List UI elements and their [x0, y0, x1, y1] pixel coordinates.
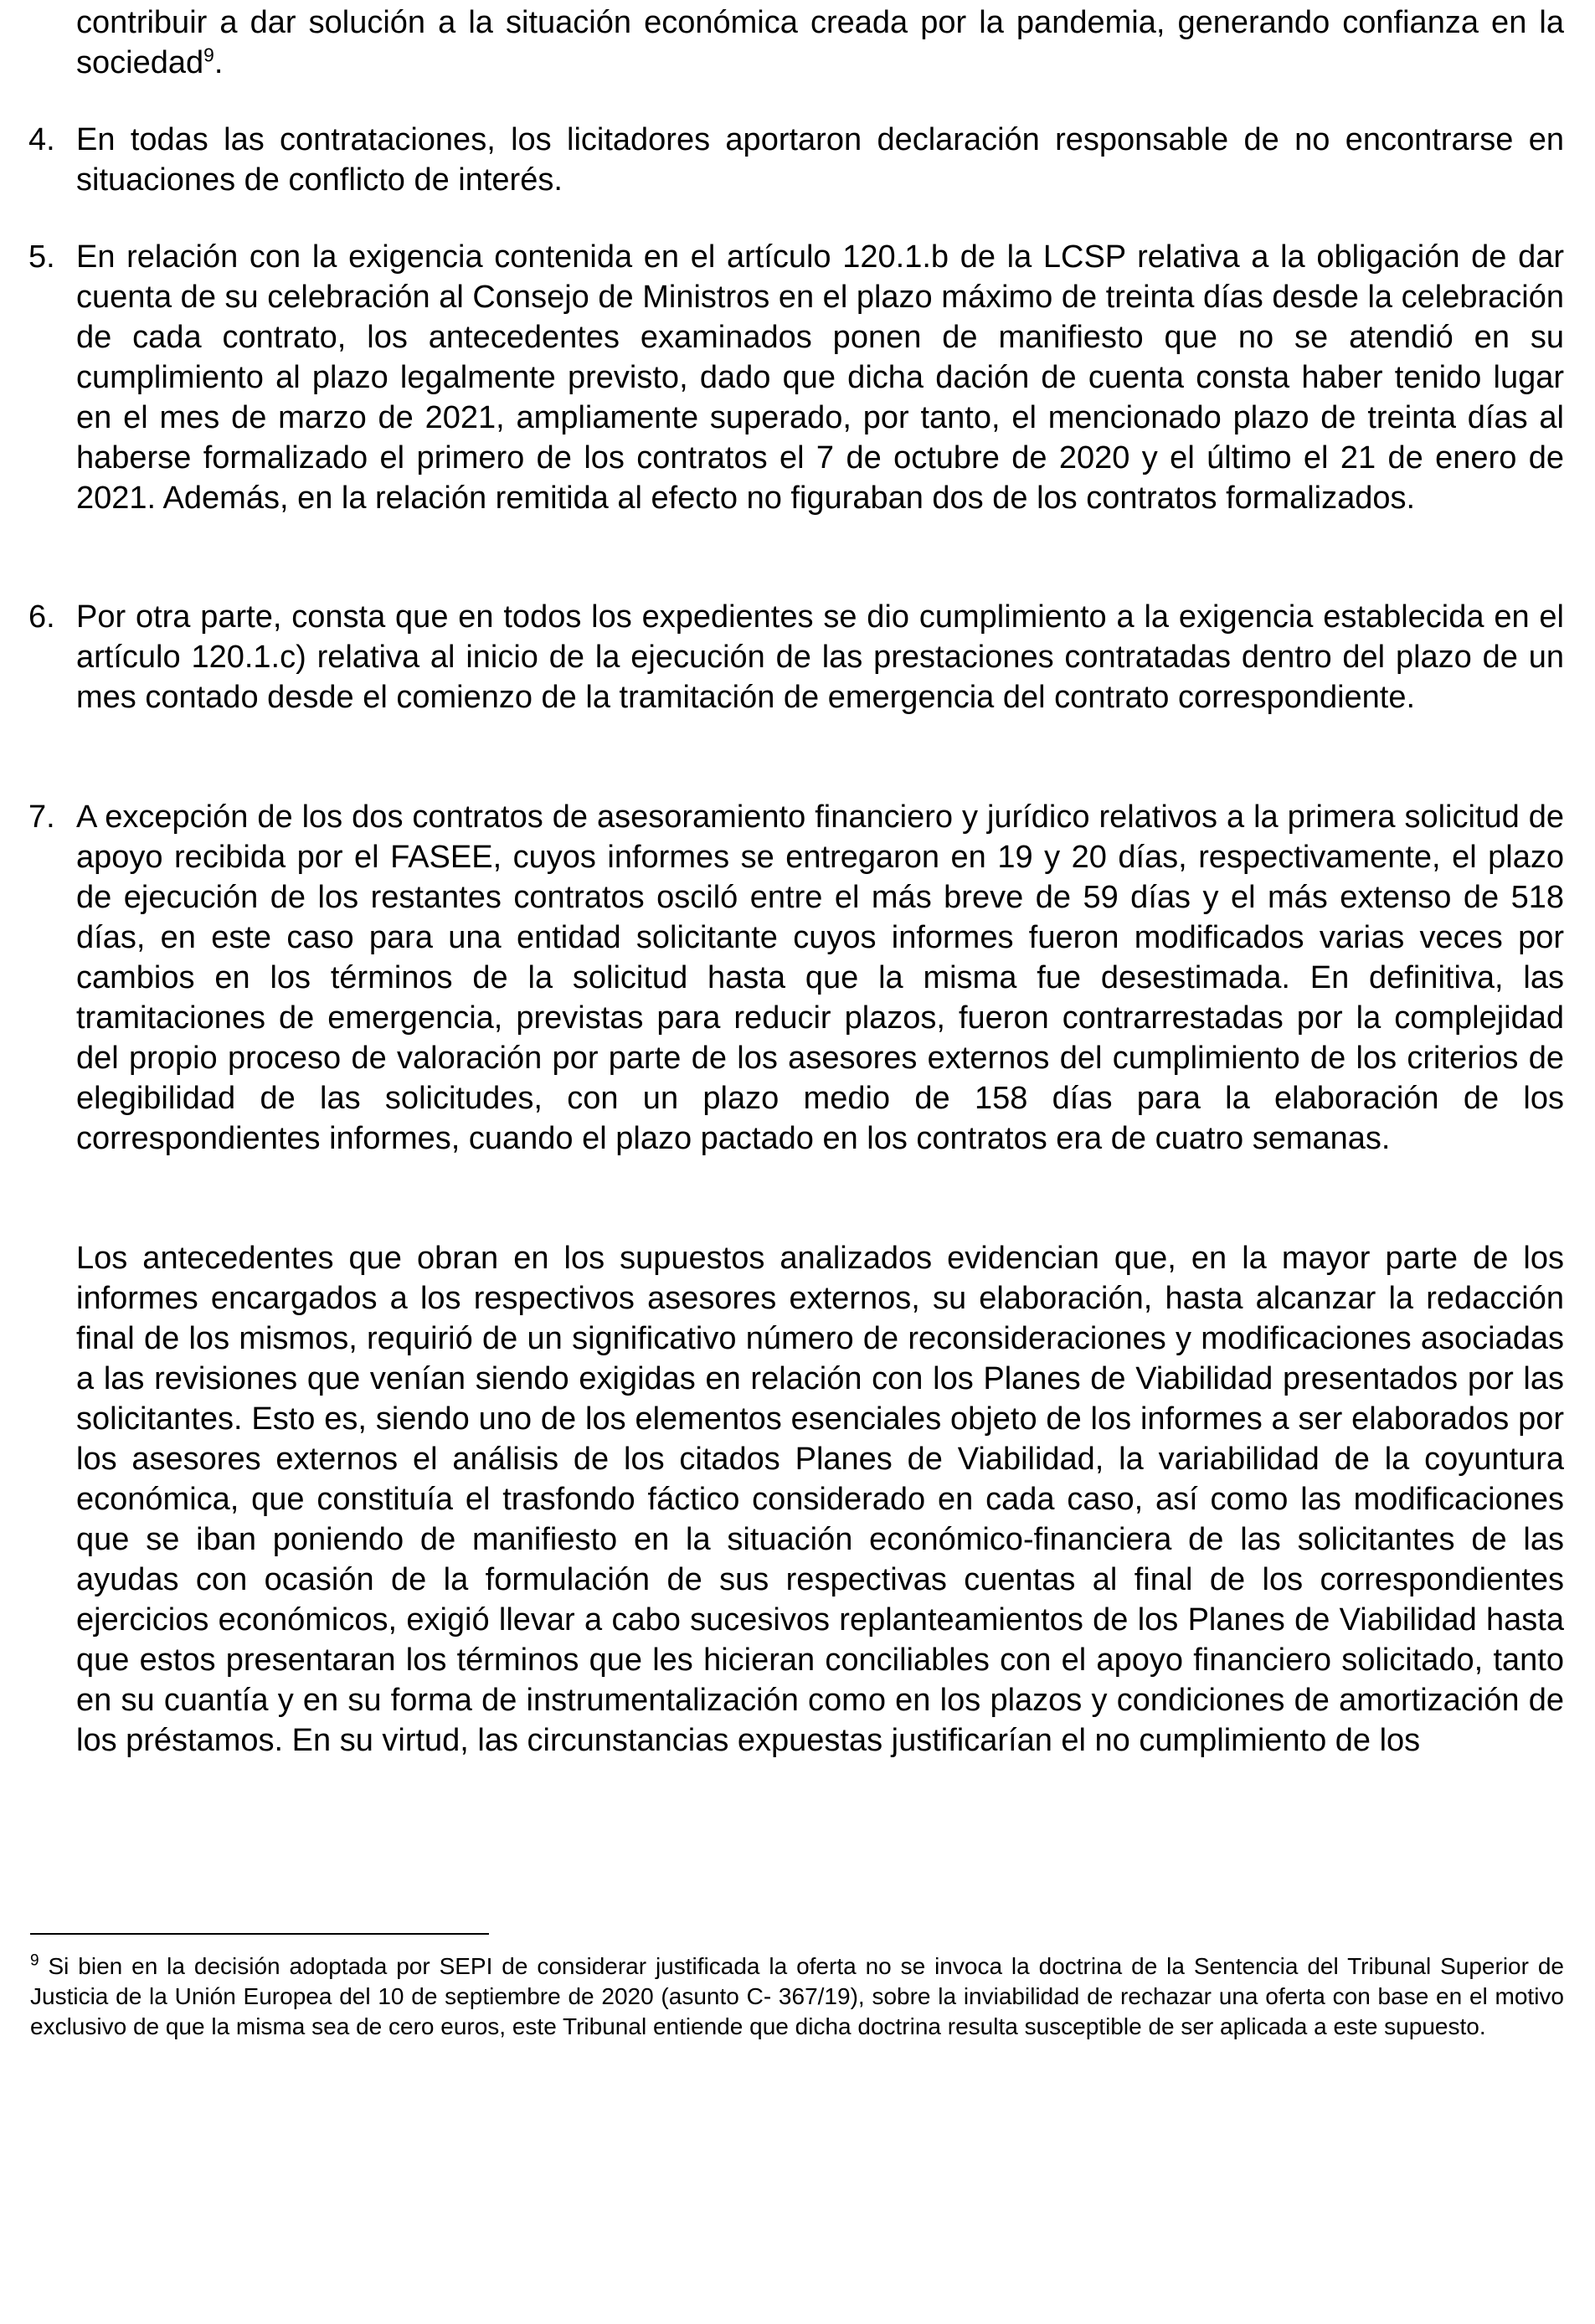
footnote [30, 1951, 1564, 2042]
footnote-number: 9 [30, 1951, 39, 1970]
list-item-7 [28, 797, 1564, 1159]
list-item-text: Por otra parte, consta que en todos los expedientes se dio cumplimiento a la exigencia establecida en el artículo 120.1.c) relativa al inicio de la ejecución de las prestaciones contratadas dentro del plazo de un mes contado desde el comienzo de la tramitación de emergencia del contrato correspondiente. [76, 599, 1564, 715]
list-item-text: A excepción de los dos contratos de asesoramiento financiero y jurídico relativos a la primera solicitud de apoyo recibida por el FASEE, cuyos informes se entregaron en 19 y 20 días, respectivamente, el plazo de ejecución de los restantes contratos osciló entre el más breve de 59 días y el más extenso de 518 días, en este caso para una entidad solicitante cuyos informes fueron modificados varias veces por cambios en los términos de la solicitud hasta que la misma fue desestimada. En definitiva, las tramitaciones de emergencia, previstas para reducir plazos, fueron contrarrestadas por la complejidad del propio proceso de valoración por parte de los asesores externos del cumplimiento de los criterios de elegibilidad de las solicitudes, con un plazo medio de 158 días para la elaboración de los correspondientes informes, cuando el plazo pactado en los contratos era de cuatro semanas. [76, 800, 1564, 1156]
footnote-text: Si bien en la decisión adoptada por SEPI de considerar justificada la oferta no se invoca la doctrina de la Sentencia del Tribunal Superior de Justicia de la Unión Europea del 10 de septiembre de 2020 (asunto C- 367/19), sobre la inviabilidad de rechazar una oferta con base en el motivo exclusivo de que la misma sea de cero euros, este Tribunal entiende que dicha doctrina resulta susceptible de ser aplicada a este supuesto. [30, 1953, 1564, 2039]
list-item-number: 4. [28, 122, 55, 157]
list-item-text: En todas las contrataciones, los licitadores aportaron declaración responsable de no encontrarse en situaciones de conflicto de interés. [76, 122, 1564, 198]
list-item-5 [28, 237, 1564, 518]
continuation-text: contribuir a dar solución a la situación económica creada por la pandemia, generando confianza en la sociedad [76, 5, 1564, 80]
footnote-reference: 9 [203, 44, 214, 66]
list-item-number: 6. [28, 599, 55, 635]
closing-paragraph: Los antecedentes que obran en los supuestos analizados evidencian que, en la mayor parte de los informes encargados a los respectivos asesores externos, su elaboración, hasta alcanzar la redacción final de los mismos, requirió de un significativo número de reconsideraciones y modificaciones asociadas a las revisiones que venían siendo exigidas en relación con los Planes de Viabilidad presentados por las solicitantes. Esto es, siendo uno de los elementos esenciales objeto de los informes a ser elaborados por los asesores externos el análisis de los citados Planes de Viabilidad, la variabilidad de la coyuntura económica, que constituía el trasfondo fáctico considerado en cada caso, así como las modificaciones que se iban poniendo de manifiesto en la situación económico-financiera de las solicitantes de las ayudas con ocasión de la formulación de sus respectivas cuentas al final de los correspondientes ejercicios económicos, exigió llevar a cabo sucesivos replanteamientos de los Planes de Viabilidad hasta que estos presentaran los términos que les hicieran conciliables con el apoyo financiero solicitado, tanto en su cuantía y en su forma de instrumentalización como en los plazos y condiciones de amortización de los préstamos. En su virtud, las circunstancias expuestas justificarían el no cumplimiento de los [76, 1241, 1564, 1758]
list-item-number: 5. [28, 239, 55, 275]
list-item-4 [28, 120, 1564, 200]
continuation-paragraph [76, 3, 1564, 83]
continuation-end: . [214, 45, 224, 80]
footnote-separator [30, 1933, 489, 1935]
list-item-text: En relación con la exigencia contenida en el artículo 120.1.b de la LCSP relativa a la obligación de dar cuenta de su celebración al Consejo de Ministros en el plazo máximo de treinta días desde la celebración de cada contrato, los antecedentes examinados ponen de manifiesto que no se atendió en su cumplimiento al plazo legalmente previsto, dado que dicha dación de cuenta consta haber tenido lugar en el mes de marzo de 2021, ampliamente superado, por tanto, el mencionado plazo de treinta días al haberse formalizado el primero de los contratos el 7 de octubre de 2020 y el último el 21 de enero de 2021. Además, en la relación remitida al efecto no figuraban dos de los contratos formalizados. [76, 239, 1564, 516]
list-item-number: 7. [28, 800, 55, 835]
list-item-6 [28, 597, 1564, 717]
